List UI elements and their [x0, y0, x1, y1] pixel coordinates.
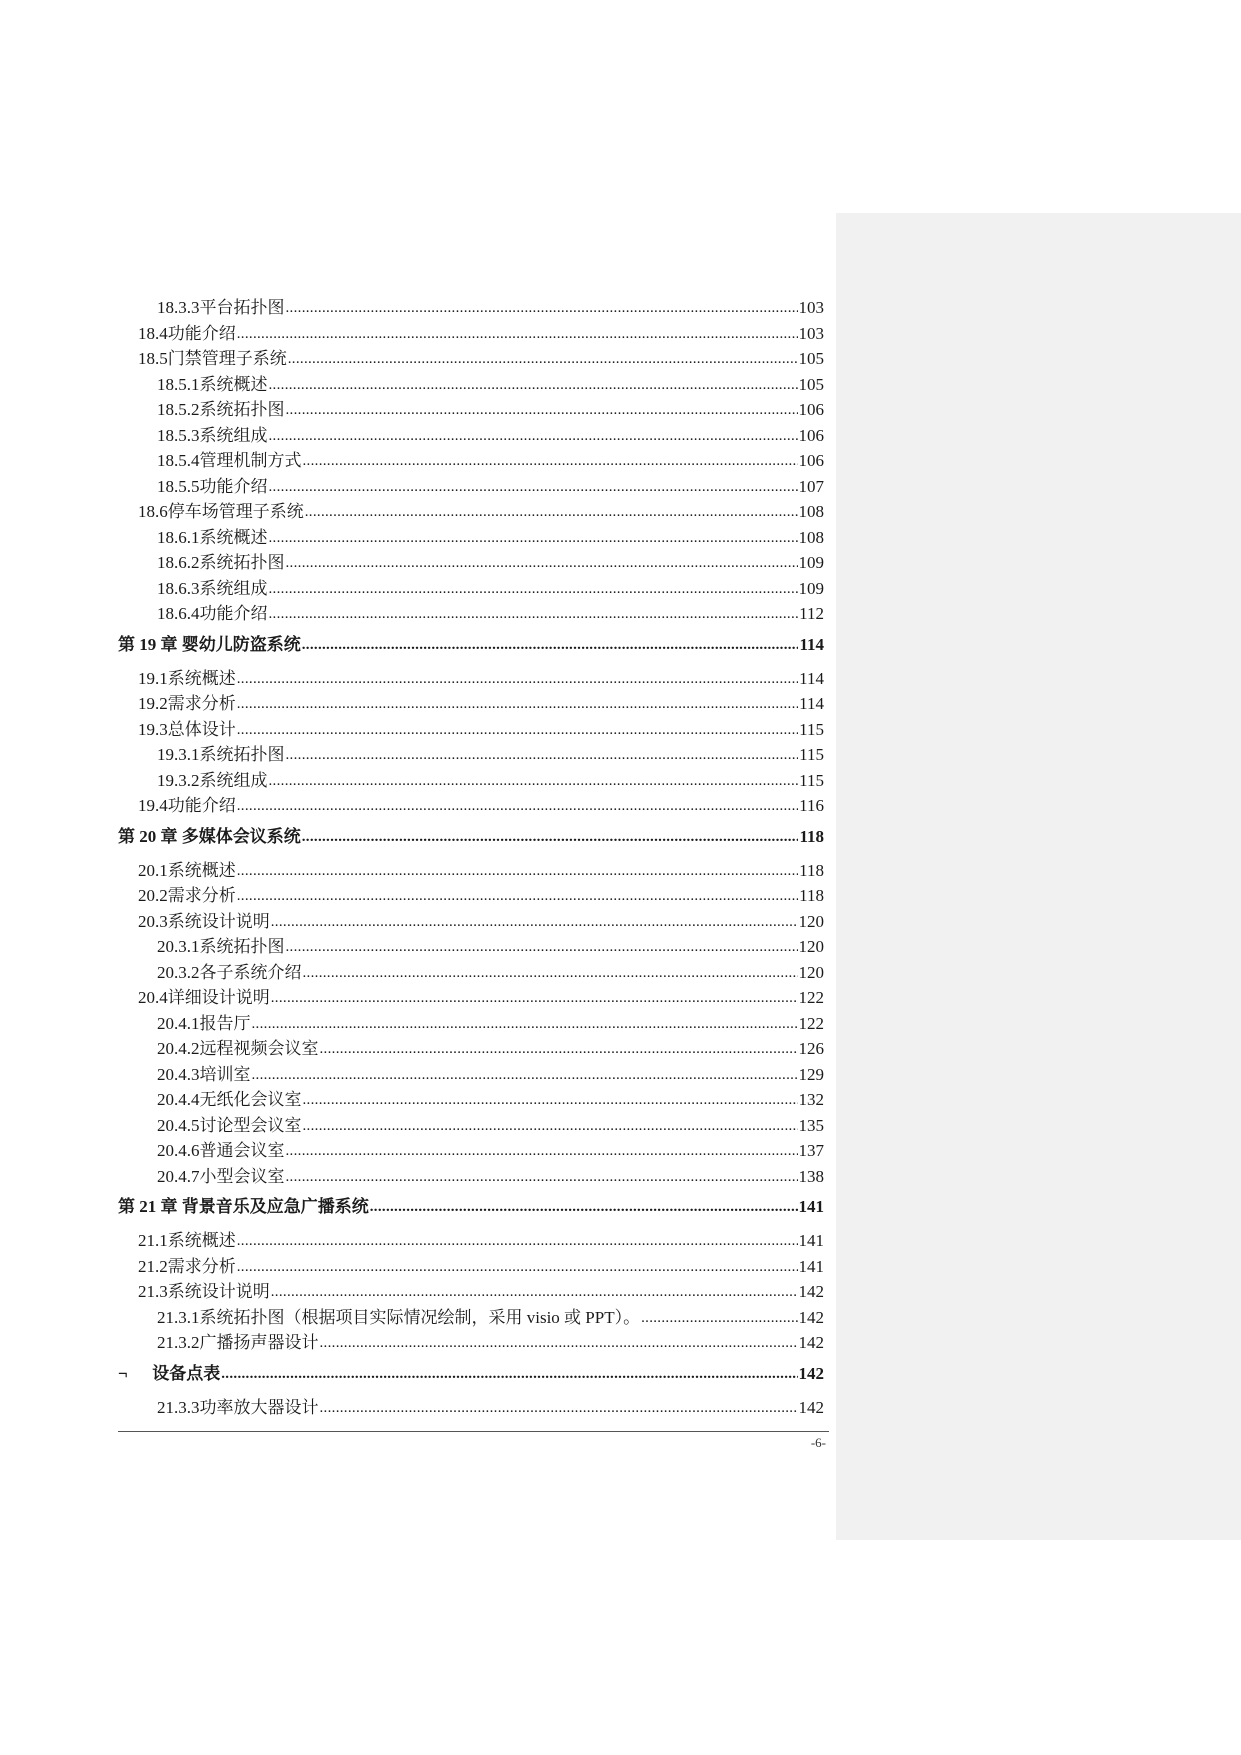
toc-entry[interactable] — [118, 1306, 824, 1332]
toc-entry-title: 系统拓扑图 — [199, 553, 285, 572]
toc-entry-number: 18.6.1 — [157, 527, 200, 547]
toc-entry-title: 系统概述 — [167, 668, 236, 688]
toc-dot-leader — [237, 691, 798, 717]
toc-entry-title: 第 21 章 背景音乐及应急广播系统 — [118, 1197, 369, 1216]
toc-entry-title: 系统拓扑图 — [199, 937, 285, 956]
toc-entry-title: 平台拓扑图 — [199, 298, 285, 317]
toc-entry-title: 各子系统介绍 — [199, 962, 302, 982]
toc-page-number: 106 — [798, 400, 824, 419]
toc-entry-title: 功率放大器设计 — [199, 1397, 319, 1417]
toc-entry-title: 系统概述 — [199, 374, 268, 394]
toc-entry-number: ¬ — [118, 1363, 128, 1383]
footer-divider — [118, 1431, 829, 1432]
toc-entry[interactable] — [118, 475, 824, 501]
toc-entry[interactable] — [118, 526, 824, 552]
toc-entry-number: 20.4.6 — [157, 1141, 200, 1160]
toc-entry-title: 系统组成 — [199, 425, 268, 445]
toc-entry[interactable] — [118, 322, 824, 348]
toc-page-number: 120 — [798, 911, 824, 931]
toc-entry-number: 18.5.5 — [157, 476, 200, 496]
toc-entry-title: 系统组成 — [199, 578, 268, 598]
page-number: -6- — [810, 1435, 826, 1450]
toc-entry[interactable] — [118, 794, 824, 820]
toc-entry-number: 20.3.1 — [157, 937, 200, 956]
toc-dot-leader — [320, 1395, 798, 1421]
toc-entry-title: 功能介绍 — [199, 604, 268, 623]
toc-entry-title: 系统概述 — [199, 527, 268, 547]
toc-page-number: 116 — [799, 796, 824, 815]
toc-dot-leader — [286, 550, 798, 576]
toc-dot-leader — [237, 321, 798, 347]
toc-entry[interactable] — [118, 743, 824, 769]
toc-entry[interactable] — [118, 1229, 824, 1255]
toc-dot-leader — [269, 601, 799, 627]
toc-entry-title: 详细设计说明 — [167, 988, 270, 1007]
toc-dot-leader — [269, 474, 798, 500]
toc-entry-number: 20.2 — [138, 886, 168, 905]
toc-entry[interactable] — [118, 551, 824, 577]
toc-entry[interactable] — [118, 500, 824, 526]
toc-page-number: 118 — [799, 860, 824, 880]
toc-dot-leader — [237, 883, 798, 909]
toc-entry[interactable] — [118, 910, 824, 936]
toc-entry-number: 21.3 — [138, 1282, 168, 1301]
toc-page-number: 135 — [798, 1115, 824, 1135]
toc-entry-title: 无纸化会议室 — [199, 1090, 302, 1109]
toc-entry-number: 18.5.3 — [157, 425, 200, 445]
toc-page-number: 109 — [798, 578, 824, 598]
toc-entry[interactable] — [118, 296, 824, 322]
toc-page-number: 115 — [799, 719, 824, 739]
toc-chapter-entry[interactable] — [118, 1195, 824, 1220]
toc-entry-title: 培训室 — [199, 1064, 251, 1084]
toc-entry[interactable] — [118, 1331, 824, 1357]
toc-dot-leader — [286, 295, 798, 321]
toc-entry-title: 管理机制方式 — [199, 451, 302, 470]
toc-entry[interactable] — [118, 935, 824, 961]
toc-dot-leader — [269, 423, 798, 449]
toc-dot-leader — [286, 1164, 798, 1190]
toc-entry-title: 讨论型会议室 — [199, 1115, 302, 1135]
toc-chapter-entry[interactable] — [118, 825, 824, 850]
toc-entry-number: 20.4.5 — [157, 1115, 200, 1135]
toc-entry-number: 19.3 — [138, 719, 168, 739]
toc-dot-leader — [305, 499, 798, 525]
toc-page-number: 132 — [798, 1090, 824, 1109]
toc-page-number: 108 — [798, 502, 824, 521]
toc-entry-number: 20.4.3 — [157, 1064, 200, 1084]
toc-entry-title: 功能介绍 — [167, 323, 236, 343]
toc-page-number: 122 — [798, 1013, 824, 1033]
toc-entry-title: 系统设计说明 — [167, 911, 270, 931]
toc-entry-title: 系统拓扑图 — [199, 745, 285, 764]
toc-page-number: 108 — [798, 527, 824, 547]
toc-entry-title: 第 19 章 婴幼儿防盗系统 — [118, 634, 301, 654]
toc-entry-number: 18.3.3 — [157, 298, 200, 317]
toc-dot-leader — [271, 1279, 798, 1305]
toc-entry-number: 18.4 — [138, 323, 168, 343]
toc-entry[interactable] — [118, 602, 824, 628]
toc-entry-title: 系统概述 — [167, 860, 236, 880]
toc-entry-title: 普通会议室 — [199, 1141, 285, 1160]
toc-page-number: 114 — [799, 634, 824, 654]
toc-entry-title: 功能介绍 — [167, 796, 236, 815]
toc-dot-leader — [237, 666, 798, 692]
toc-entry[interactable] — [118, 692, 824, 718]
toc-dot-leader — [269, 372, 798, 398]
toc-entry-title: 系统设计说明 — [167, 1282, 270, 1301]
toc-dot-leader — [237, 1254, 798, 1280]
toc-dot-leader — [286, 934, 798, 960]
toc-entry[interactable] — [118, 859, 824, 885]
toc-page-number: 114 — [799, 694, 824, 713]
toc-entry-title: 系统组成 — [199, 770, 268, 790]
toc-entry-title: 需求分析 — [167, 694, 236, 713]
toc-dot-leader — [320, 1330, 798, 1356]
toc-entry[interactable] — [118, 424, 824, 450]
toc-page-number: 106 — [798, 425, 824, 445]
toc-entry-number: 19.3.2 — [157, 770, 200, 790]
toc-page-number: 115 — [799, 770, 824, 790]
toc-entry-number: 21.3.2 — [157, 1333, 200, 1352]
toc-entry-number: 18.5.4 — [157, 451, 200, 470]
toc-page-number: 103 — [798, 323, 824, 343]
toc-entry-number: 18.5.1 — [157, 374, 200, 394]
toc-page-number: 120 — [798, 937, 824, 956]
toc-entry[interactable] — [118, 667, 824, 693]
toc-page-number: 105 — [798, 349, 824, 368]
toc-page-number: 112 — [799, 604, 824, 623]
toc-dot-leader — [269, 525, 798, 551]
toc-chapter-entry[interactable] — [118, 633, 824, 658]
toc-entry-title: 功能介绍 — [199, 476, 268, 496]
toc-dot-leader — [237, 858, 798, 884]
toc-entry-number: 20.3.2 — [157, 962, 200, 982]
toc-dot-leader — [237, 793, 798, 819]
toc-entry-title: 系统概述 — [167, 1231, 236, 1250]
toc-entry[interactable] — [118, 1114, 824, 1140]
toc-dot-leader — [286, 742, 799, 768]
toc-entry-number: 19.4 — [138, 796, 168, 815]
toc-page-number: 142 — [798, 1307, 824, 1327]
toc-page-number: 137 — [798, 1141, 824, 1160]
toc-dot-leader — [288, 346, 798, 372]
toc-dot-leader — [237, 1228, 798, 1254]
toc-entry-title: 系统拓扑图（根据项目实际情况绘制，采用 visio 或 PPT）。 — [199, 1307, 641, 1327]
toc-entry[interactable] — [118, 373, 824, 399]
toc-entry[interactable] — [118, 884, 824, 910]
toc-page-number: 103 — [798, 298, 824, 317]
toc-dot-leader — [286, 1138, 798, 1164]
toc-entry[interactable] — [118, 577, 824, 603]
toc-dot-leader — [303, 960, 798, 986]
toc-entry-number: 20.3 — [138, 911, 168, 931]
toc-entry-title: 小型会议室 — [199, 1166, 285, 1186]
toc-entry[interactable] — [118, 1362, 824, 1387]
toc-entry[interactable] — [118, 398, 824, 424]
toc-entry-number: 18.6.4 — [157, 604, 200, 623]
toc-dot-leader — [303, 1087, 798, 1113]
toc-page-number: 141 — [798, 1197, 824, 1216]
toc-entry-number: 20.4.1 — [157, 1013, 200, 1033]
toc-entry-title: 系统拓扑图 — [199, 400, 285, 419]
toc-entry-title: 门禁管理子系统 — [167, 349, 287, 368]
toc-entry-title: 停车场管理子系统 — [167, 502, 304, 521]
toc-entry-title: 广播扬声器设计 — [199, 1333, 319, 1352]
toc-page-number: 114 — [799, 668, 824, 688]
toc-entry-number: 18.6.3 — [157, 578, 200, 598]
toc-page-number: 109 — [798, 553, 824, 572]
toc-page-number: 106 — [798, 451, 824, 470]
toc-entry-number: 21.1 — [138, 1231, 168, 1250]
toc-entry-number: 21.3.1 — [157, 1307, 200, 1327]
toc-page-number: 120 — [798, 962, 824, 982]
toc-entry[interactable] — [118, 769, 824, 795]
toc-dot-leader — [269, 768, 799, 794]
toc-dot-leader — [303, 448, 798, 474]
toc-dot-leader — [271, 985, 798, 1011]
toc-entry-number: 20.4.2 — [157, 1039, 200, 1058]
toc-entry-title: 第 20 章 多媒体会议系统 — [118, 826, 301, 846]
toc-entry[interactable] — [118, 1088, 824, 1114]
toc-entry-number: 20.4 — [138, 988, 168, 1007]
toc-entry-number: 18.5.2 — [157, 400, 200, 419]
toc-entry-number: 21.3.3 — [157, 1397, 200, 1417]
toc-page-number: 122 — [798, 988, 824, 1007]
toc-entry[interactable] — [118, 1063, 824, 1089]
toc-entry-number: 20.4.4 — [157, 1090, 200, 1109]
toc-entry[interactable] — [118, 1012, 824, 1038]
toc-entry[interactable] — [118, 1037, 824, 1063]
toc-entry[interactable] — [118, 986, 824, 1012]
toc-dot-leader — [252, 1062, 798, 1088]
toc-dot-leader — [370, 1194, 798, 1219]
toc-entry-number: 19.1 — [138, 668, 168, 688]
toc-entry-title: 报告厅 — [199, 1013, 251, 1033]
toc-entry[interactable] — [118, 347, 824, 373]
toc-page-number: 138 — [798, 1166, 824, 1186]
toc-page-number: 141 — [798, 1256, 824, 1276]
toc-entry[interactable] — [118, 449, 824, 475]
toc-dot-leader — [286, 397, 798, 423]
toc-page-number: 126 — [798, 1039, 824, 1058]
toc-entry-number: 20.1 — [138, 860, 168, 880]
toc-entry-number: 20.4.7 — [157, 1166, 200, 1186]
toc-entry[interactable] — [118, 1139, 824, 1165]
toc-entry-number: 21.2 — [138, 1256, 168, 1276]
toc-entry[interactable] — [118, 718, 824, 744]
toc-dot-leader — [641, 1305, 797, 1331]
toc-entry-number: 19.2 — [138, 694, 168, 713]
toc-entry-number: 19.3.1 — [157, 745, 200, 764]
comment-pane — [836, 213, 1241, 1540]
toc-dot-leader — [269, 576, 798, 602]
toc-entry-title: 远程视频会议室 — [199, 1039, 319, 1058]
toc-entry[interactable] — [118, 961, 824, 987]
toc-page-number: 129 — [798, 1064, 824, 1084]
toc-dot-leader — [237, 717, 798, 743]
toc-entry-title: 需求分析 — [167, 1256, 236, 1276]
toc-page-number: 107 — [798, 476, 824, 496]
toc-entry-title: 需求分析 — [167, 886, 236, 905]
toc-entry[interactable] — [118, 1165, 824, 1191]
toc-dot-leader — [320, 1036, 798, 1062]
toc-page-number: 115 — [799, 745, 824, 764]
toc-page-number: 142 — [798, 1363, 824, 1383]
table-of-contents — [118, 296, 824, 1421]
toc-entry[interactable] — [118, 1255, 824, 1281]
toc-entry-number: 18.6.2 — [157, 553, 200, 572]
toc-entry[interactable] — [118, 1280, 824, 1306]
toc-page-number: 118 — [799, 826, 824, 846]
toc-page-number: 142 — [798, 1397, 824, 1417]
toc-dot-leader — [302, 824, 799, 849]
toc-page-number: 142 — [798, 1282, 824, 1301]
toc-entry[interactable] — [118, 1396, 824, 1422]
toc-dot-leader — [302, 632, 799, 657]
toc-dot-leader — [252, 1011, 798, 1037]
toc-entry-title: 总体设计 — [167, 719, 236, 739]
toc-dot-leader — [271, 909, 798, 935]
toc-entry-number: 18.5 — [138, 349, 168, 368]
toc-page-number: 141 — [798, 1231, 824, 1250]
toc-dot-leader — [221, 1361, 797, 1386]
toc-entry-title: 设备点表 — [152, 1363, 221, 1383]
toc-page-number: 118 — [799, 886, 824, 905]
toc-page-number: 105 — [798, 374, 824, 394]
toc-entry-number: 18.6 — [138, 502, 168, 521]
toc-dot-leader — [303, 1113, 798, 1139]
toc-page-number: 142 — [798, 1333, 824, 1352]
